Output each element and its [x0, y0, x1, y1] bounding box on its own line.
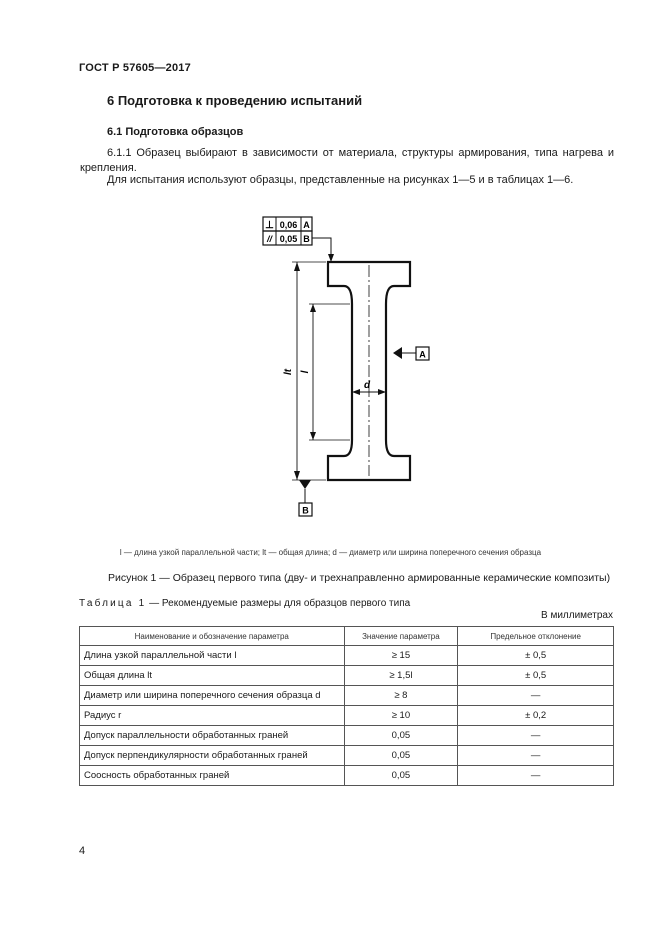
- cell-value: 0,05: [344, 746, 458, 766]
- tolerance-value-1: 0,06: [279, 220, 298, 230]
- table-row: [80, 746, 614, 766]
- paragraph-specimens: Для испытания используют образцы, представленные на рисунках 1—5 и в таблицах 1—6.: [107, 174, 574, 186]
- cell-parameter: Допуск параллельности обработанных граней: [80, 726, 345, 746]
- datum-a-label: A: [419, 349, 426, 360]
- document-code: ГОСТ Р 57605—2017: [79, 62, 191, 74]
- figure-legend: l — длина узкой параллельной части; lt — общая длина; d — диаметр или ширина поперечного сечения образца: [119, 548, 542, 557]
- datum-b-label: B: [302, 505, 309, 516]
- table-row: [80, 686, 614, 706]
- cell-parameter: Общая длина lt: [80, 666, 345, 686]
- header-parameter: Наименование и обозначение параметра: [80, 627, 345, 646]
- cell-deviation: —: [458, 746, 614, 766]
- figure-caption: Рисунок 1 — Образец первого типа (дву- и трехнаправленно армированные керамические композиты): [108, 572, 611, 584]
- table-row: [80, 646, 614, 666]
- header-value: Значение параметра: [344, 627, 458, 646]
- cell-value: 0,05: [344, 766, 458, 786]
- table-title-prefix: Таблица 1: [79, 598, 147, 609]
- tolerance-symbol-parallelism: //: [266, 234, 273, 244]
- tolerance-datum-1: A: [303, 220, 310, 230]
- cell-deviation: —: [458, 686, 614, 706]
- table-header-row: [80, 627, 614, 646]
- cell-parameter: Допуск перпендикулярности обработанных граней: [80, 746, 345, 766]
- cell-deviation: —: [458, 766, 614, 786]
- section-title: 6 Подготовка к проведению испытаний: [107, 93, 363, 108]
- page-number: 4: [79, 845, 86, 857]
- cell-parameter: Длина узкой параллельной части l: [80, 646, 345, 666]
- cell-value: ≥ 10: [344, 706, 458, 726]
- cell-parameter: Радиус r: [80, 706, 345, 726]
- cell-deviation: —: [458, 726, 614, 746]
- dimension-l-label: l: [300, 370, 311, 374]
- subsection-title: 6.1 Подготовка образцов: [107, 126, 244, 138]
- paragraph-6-1-1: 6.1.1 Образец выбирают в зависимости от материала, структуры армирования, типа нагрева и крепления.: [80, 147, 614, 174]
- dimension-lt-label: lt: [283, 368, 294, 376]
- table-units: В миллиметрах: [541, 610, 613, 621]
- header-deviation: Предельное отклонение: [458, 627, 614, 646]
- cell-deviation: ± 0,5: [458, 646, 614, 666]
- dimensions-table: [79, 626, 614, 786]
- table-row: [80, 766, 614, 786]
- tolerance-symbol-perpendicularity: ⊥: [265, 220, 274, 231]
- tolerance-value-2: 0,05: [279, 234, 298, 244]
- table-row: [80, 706, 614, 726]
- cell-value: ≥ 1,5l: [344, 666, 458, 686]
- dimension-d-label: d: [363, 380, 371, 391]
- table-title: [79, 598, 410, 609]
- table-row: [80, 666, 614, 686]
- cell-parameter: Диаметр или ширина поперечного сечения образца d: [80, 686, 345, 706]
- table-title-text: — Рекомендуемые размеры для образцов первого типа: [146, 598, 411, 609]
- cell-value: 0,05: [344, 726, 458, 746]
- table-row: [80, 726, 614, 746]
- cell-deviation: ± 0,5: [458, 666, 614, 686]
- cell-value: ≥ 15: [344, 646, 458, 666]
- cell-deviation: ± 0,2: [458, 706, 614, 726]
- cell-value: ≥ 8: [344, 686, 458, 706]
- cell-parameter: Соосность обработанных граней: [80, 766, 345, 786]
- tolerance-datum-2: B: [303, 234, 310, 244]
